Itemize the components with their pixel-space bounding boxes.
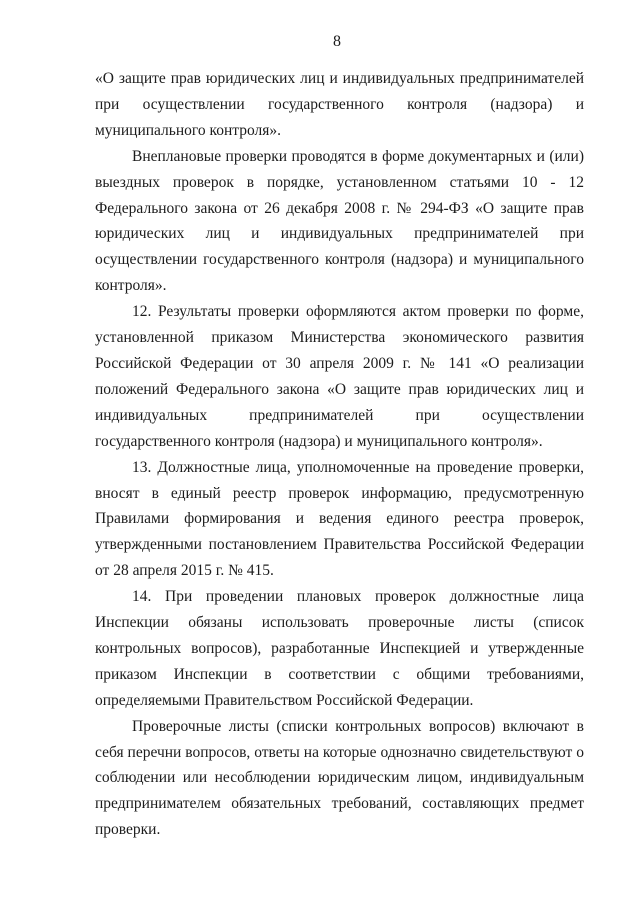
document-body [95,66,584,843]
page-number: 8 [333,33,341,50]
paragraph-item-14: 14. При проведении плановых проверок должностные лица Инспекции обязаны использовать проверочные листы (список контрольных вопросов), разработанные Инспекцией и утвержденные приказом Инспекции в соответствии с общими требованиями, определяемыми Правительством Российской Федерации. [95,588,584,709]
paragraph-checklists: Проверочные листы (списки контрольных вопросов) включают в себя перечни вопросов, ответы на которые однозначно свидетельствуют о соблюдении или несоблюдении юридическим лицом, индивидуальным предпринимателем обязательных требований, составляющих предмет проверки. [95,717,584,839]
paragraph-law-title-continuation: «О защите прав юридических лиц и индивидуальных предпринимателей при осуществлении государственного контроля (надзора) и муниципального контроля». [95,70,584,139]
paragraph-unscheduled-inspections: Внеплановые проверки проводятся в форме документарных и (или) выездных проверок в порядке, установленном статьями 10 - 12 Федерального закона от 26 декабря 2008 г. № 294-ФЗ «О защите прав юридических лиц и индивидуальных предпринимателей при осуществлении государственного контроля (надзора) и муниципального контроля». [95,147,584,295]
paragraph-item-12: 12. Результаты проверки оформляются актом проверки по форме, установленной приказом Министерства экономического развития Российской Федерации от 30 апреля 2009 г. № 141 «О реализации положений Федерального закона «О защите прав юридических лиц и индивидуальных предпринимателей при осуществлении государственного контроля (надзора) и муниципального контроля». [95,303,584,450]
paragraph-item-13: 13. Должностные лица, уполномоченные на проведение проверки, вносят в единый реестр проверок информацию, предусмотренную Правилами формирования и ведения единого реестра проверок, утвержденными постановлением Правительства Российской Федерации от 28 апреля 2015 г. № 415. [95,458,584,580]
